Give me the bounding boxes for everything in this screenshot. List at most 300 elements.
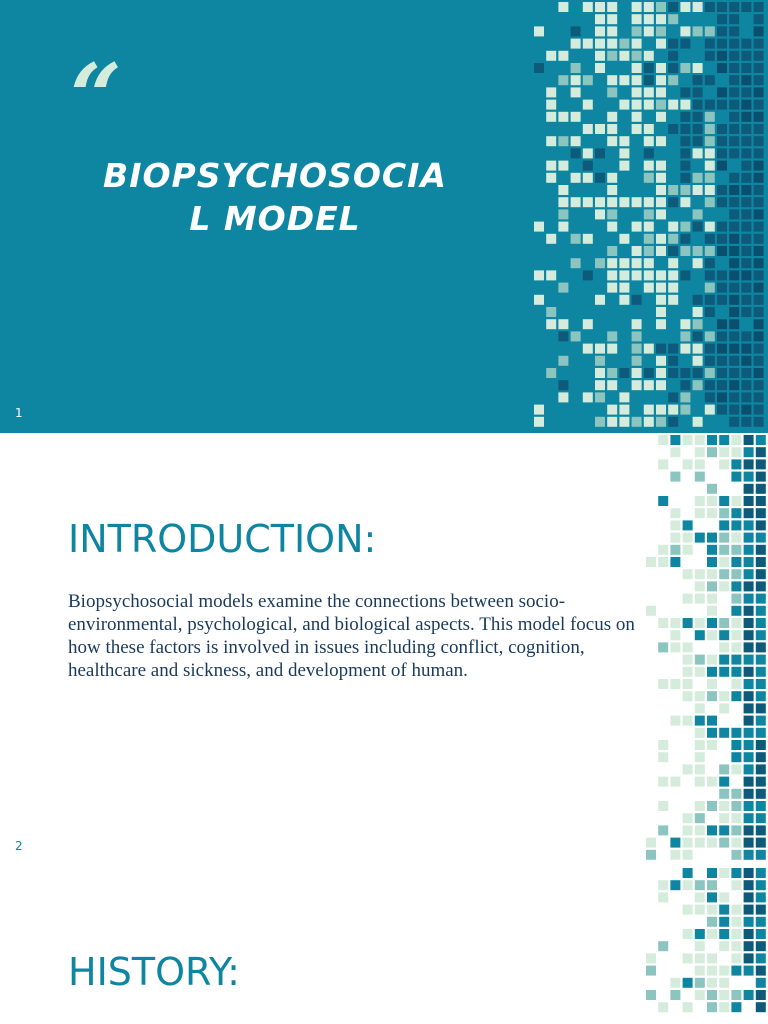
- mosaic-tile: [731, 630, 741, 640]
- mosaic-tile: [731, 679, 741, 689]
- mosaic-tile: [741, 87, 751, 97]
- mosaic-tile: [744, 557, 754, 567]
- mosaic-tile: [707, 777, 717, 787]
- mosaic-tile: [754, 124, 764, 134]
- mosaic-tile: [707, 533, 717, 543]
- mosaic-tile: [632, 295, 642, 305]
- mosaic-tile: [668, 185, 678, 195]
- mosaic-tile: [683, 691, 693, 701]
- mosaic-tile: [719, 655, 729, 665]
- mosaic-tile: [668, 283, 678, 293]
- mosaic-tile: [731, 917, 741, 927]
- mosaic-tile: [717, 246, 727, 256]
- mosaic-tile: [646, 557, 656, 567]
- mosaic-tile: [644, 14, 654, 24]
- mosaic-tile: [534, 63, 544, 73]
- mosaic-tile: [632, 2, 642, 12]
- mosaic-tile: [731, 496, 741, 506]
- mosaic-tile: [619, 136, 629, 146]
- mosaic-tile: [632, 197, 642, 207]
- mosaic-tile: [717, 270, 727, 280]
- mosaic-tile: [719, 520, 729, 530]
- mosaic-tile: [670, 545, 680, 555]
- mosaic-tile: [646, 966, 656, 976]
- mosaic-tile: [707, 868, 717, 878]
- mosaic-tile: [729, 51, 739, 61]
- mosaic-tile: [619, 100, 629, 110]
- mosaic-tile: [756, 472, 766, 482]
- mosaic-tile: [719, 459, 729, 469]
- mosaic-tile: [731, 533, 741, 543]
- mosaic-tile: [695, 594, 705, 604]
- mosaic-tile: [644, 368, 654, 378]
- mosaic-tile: [719, 929, 729, 939]
- mosaic-tile: [719, 868, 729, 878]
- mosaic-tile: [729, 173, 739, 183]
- mosaic-tile: [583, 2, 593, 12]
- mosaic-tile: [744, 777, 754, 787]
- mosaic-tile: [644, 344, 654, 354]
- mosaic-tile: [670, 533, 680, 543]
- mosaic-tile: [719, 777, 729, 787]
- mosaic-tile: [741, 234, 751, 244]
- mosaic-tile: [756, 484, 766, 494]
- mosaic-tile: [729, 222, 739, 232]
- mosaic-tile: [756, 740, 766, 750]
- mosaic-tile: [707, 740, 717, 750]
- mosaic-tile: [707, 929, 717, 939]
- mosaic-tile: [619, 161, 629, 171]
- mosaic-tile: [756, 868, 766, 878]
- mosaic-tile: [744, 990, 754, 1000]
- mosaic-tile: [658, 1002, 668, 1012]
- mosaic-tile: [754, 295, 764, 305]
- mosaic-tile: [744, 764, 754, 774]
- mosaic-tile: [731, 764, 741, 774]
- mosaic-tile: [680, 270, 690, 280]
- mosaic-tile: [707, 978, 717, 988]
- mosaic-tile: [546, 100, 556, 110]
- mosaic-tile: [744, 703, 754, 713]
- mosaic-tile: [717, 161, 727, 171]
- mosaic-tile: [754, 63, 764, 73]
- mosaic-tile: [707, 801, 717, 811]
- mosaic-tile: [693, 417, 703, 427]
- mosaic-tile: [632, 63, 642, 73]
- mosaic-tile: [595, 258, 605, 268]
- mosaic-tile: [683, 667, 693, 677]
- mosaic-tile: [656, 319, 666, 329]
- mosaic-tile: [756, 941, 766, 951]
- mosaic-tile: [729, 283, 739, 293]
- mosaic-tile: [719, 691, 729, 701]
- mosaic-tile: [693, 185, 703, 195]
- mosaic-tile: [756, 752, 766, 762]
- mosaic-tile: [729, 368, 739, 378]
- mosaic-tile: [705, 51, 715, 61]
- mosaic-tile: [754, 26, 764, 36]
- mosaic-tile: [658, 459, 668, 469]
- mosaic-tile: [717, 124, 727, 134]
- mosaic-tile: [705, 161, 715, 171]
- mosaic-tile: [731, 813, 741, 823]
- mosaic-tile: [558, 161, 568, 171]
- mosaic-tile: [607, 258, 617, 268]
- mosaic-tile: [695, 459, 705, 469]
- mosaic-tile: [683, 533, 693, 543]
- mosaic-tile: [632, 39, 642, 49]
- mosaic-tile: [668, 234, 678, 244]
- mosaic-tile: [656, 185, 666, 195]
- mosaic-tile: [619, 405, 629, 415]
- mosaic-tile: [754, 356, 764, 366]
- mosaic-tile: [693, 356, 703, 366]
- mosaic-tile: [705, 124, 715, 134]
- mosaic-tile: [707, 508, 717, 518]
- mosaic-tile: [744, 533, 754, 543]
- mosaic-tile: [731, 520, 741, 530]
- mosaic-tile: [705, 222, 715, 232]
- mosaic-tile: [644, 173, 654, 183]
- slide-number: 1: [15, 406, 23, 420]
- mosaic-tile: [607, 417, 617, 427]
- mosaic-tile: [741, 197, 751, 207]
- mosaic-tile: [680, 173, 690, 183]
- slide-heading: HISTORY:: [68, 950, 240, 994]
- mosaic-tile: [668, 356, 678, 366]
- mosaic-tile: [705, 283, 715, 293]
- mosaic-tile: [607, 39, 617, 49]
- mosaic-tile: [754, 2, 764, 12]
- mosaic-tile: [607, 209, 617, 219]
- mosaic-tile: [729, 417, 739, 427]
- mosaic-tile: [693, 2, 703, 12]
- mosaic-tile: [656, 2, 666, 12]
- mosaic-tile: [744, 508, 754, 518]
- mosaic-tile: [729, 209, 739, 219]
- mosaic-tile: [731, 850, 741, 860]
- mosaic-tile: [731, 569, 741, 579]
- mosaic-tile: [558, 319, 568, 329]
- mosaic-tile: [668, 246, 678, 256]
- mosaic-tile: [595, 380, 605, 390]
- mosaic-tile: [756, 825, 766, 835]
- mosaic-tile: [680, 246, 690, 256]
- mosaic-tile: [707, 569, 717, 579]
- mosaic-tile: [705, 75, 715, 85]
- mosaic-tile: [754, 331, 764, 341]
- mosaic-tile: [656, 26, 666, 36]
- mosaic-tile: [744, 472, 754, 482]
- mosaic-tile: [644, 283, 654, 293]
- mosaic-tile: [741, 307, 751, 317]
- mosaic-tile: [595, 39, 605, 49]
- mosaic-tile: [680, 380, 690, 390]
- mosaic-tile: [717, 222, 727, 232]
- mosaic-tile: [546, 112, 556, 122]
- mosaic-tile: [744, 655, 754, 665]
- mosaic-tile: [658, 545, 668, 555]
- mosaic-tile: [705, 368, 715, 378]
- mosaic-tile: [744, 581, 754, 591]
- mosaic-tile: [680, 124, 690, 134]
- mosaic-tile: [693, 87, 703, 97]
- mosaic-tile: [719, 801, 729, 811]
- mosaic-tile: [546, 51, 556, 61]
- mosaic-tile: [731, 868, 741, 878]
- mosaic-tile: [558, 2, 568, 12]
- mosaic-tile: [571, 26, 581, 36]
- mosaic-tile: [693, 222, 703, 232]
- mosaic-tile: [656, 112, 666, 122]
- mosaic-tile: [670, 618, 680, 628]
- mosaic-tile: [729, 307, 739, 317]
- mosaic-tile: [707, 606, 717, 616]
- mosaic-tile: [668, 63, 678, 73]
- mosaic-tile: [656, 14, 666, 24]
- mosaic-tile: [705, 136, 715, 146]
- mosaic-tile: [731, 667, 741, 677]
- mosaic-tile: [607, 222, 617, 232]
- mosaic-tile: [754, 136, 764, 146]
- mosaic-tile: [731, 691, 741, 701]
- mosaic-tile: [683, 459, 693, 469]
- mosaic-tile: [683, 545, 693, 555]
- mosaic-tile: [707, 953, 717, 963]
- mosaic-tile: [670, 508, 680, 518]
- mosaic-tile: [707, 630, 717, 640]
- mosaic-tile: [731, 557, 741, 567]
- mosaic-tile: [658, 801, 668, 811]
- mosaic-tile: [744, 728, 754, 738]
- mosaic-tile: [583, 75, 593, 85]
- mosaic-tile: [756, 716, 766, 726]
- mosaic-tile: [741, 295, 751, 305]
- mosaic-tile: [719, 447, 729, 457]
- mosaic-tile: [683, 825, 693, 835]
- mosaic-tile: [744, 545, 754, 555]
- mosaic-tile: [546, 173, 556, 183]
- mosaic-tile: [680, 222, 690, 232]
- mosaic-tile: [695, 978, 705, 988]
- mosaic-tile: [558, 380, 568, 390]
- mosaic-tile: [693, 307, 703, 317]
- mosaic-tile: [744, 679, 754, 689]
- mosaic-tile: [693, 295, 703, 305]
- mosaic-tile: [741, 148, 751, 158]
- mosaic-tile: [705, 39, 715, 49]
- mosaic-tile: [656, 405, 666, 415]
- mosaic-tile: [595, 344, 605, 354]
- mosaic-tile: [717, 380, 727, 390]
- mosaic-tile: [668, 124, 678, 134]
- mosaic-tile: [707, 557, 717, 567]
- mosaic-tile: [741, 270, 751, 280]
- mosaic-tile: [683, 978, 693, 988]
- mosaic-tile: [583, 124, 593, 134]
- mosaic-tile: [644, 148, 654, 158]
- mosaic-tile: [632, 14, 642, 24]
- mosaic-tile: [717, 197, 727, 207]
- mosaic-tile: [656, 295, 666, 305]
- mosaic-tile: [595, 295, 605, 305]
- mosaic-tile: [707, 880, 717, 890]
- mosaic-tile: [717, 51, 727, 61]
- mosaic-tile: [668, 75, 678, 85]
- mosaic-tile: [546, 319, 556, 329]
- mosaic-tile: [646, 990, 656, 1000]
- mosaic-tile: [731, 880, 741, 890]
- mosaic-tile: [707, 728, 717, 738]
- mosaic-tile: [754, 222, 764, 232]
- mosaic-tile: [656, 173, 666, 183]
- pixel-mosaic-decoration: [0, 866, 768, 1024]
- mosaic-tile: [741, 283, 751, 293]
- mosaic-tile: [546, 270, 556, 280]
- mosaic-tile: [729, 380, 739, 390]
- mosaic-tile: [717, 2, 727, 12]
- mosaic-tile: [741, 2, 751, 12]
- mosaic-tile: [683, 813, 693, 823]
- mosaic-tile: [695, 764, 705, 774]
- mosaic-tile: [607, 51, 617, 61]
- mosaic-tile: [744, 941, 754, 951]
- mosaic-tile: [741, 417, 751, 427]
- mosaic-tile: [670, 472, 680, 482]
- mosaic-tile: [558, 51, 568, 61]
- mosaic-tile: [744, 496, 754, 506]
- mosaic-tile: [668, 100, 678, 110]
- mosaic-tile: [607, 246, 617, 256]
- mosaic-tile: [719, 618, 729, 628]
- mosaic-tile: [695, 472, 705, 482]
- mosaic-tile: [644, 75, 654, 85]
- mosaic-tile: [756, 838, 766, 848]
- mosaic-tile: [705, 234, 715, 244]
- mosaic-tile: [693, 209, 703, 219]
- mosaic-tile: [644, 26, 654, 36]
- mosaic-tile: [756, 880, 766, 890]
- mosaic-tile: [546, 87, 556, 97]
- mosaic-tile: [695, 941, 705, 951]
- mosaic-tile: [741, 356, 751, 366]
- mosaic-tile: [658, 941, 668, 951]
- mosaic-tile: [705, 344, 715, 354]
- mosaic-tile: [644, 246, 654, 256]
- mosaic-tile: [632, 51, 642, 61]
- mosaic-tile: [656, 39, 666, 49]
- mosaic-tile: [644, 51, 654, 61]
- mosaic-tile: [705, 270, 715, 280]
- mosaic-tile: [571, 331, 581, 341]
- mosaic-tile: [546, 136, 556, 146]
- slide-title: BIOPSYCHOSOCIAL MODEL: [103, 156, 447, 238]
- mosaic-tile: [695, 618, 705, 628]
- mosaic-tile: [754, 392, 764, 402]
- mosaic-tile: [619, 368, 629, 378]
- mosaic-tile: [695, 929, 705, 939]
- mosaic-tile: [705, 246, 715, 256]
- mosaic-tile: [656, 209, 666, 219]
- mosaic-tile: [607, 136, 617, 146]
- mosaic-tile: [705, 185, 715, 195]
- mosaic-tile: [695, 752, 705, 762]
- mosaic-tile: [658, 618, 668, 628]
- mosaic-tile: [668, 368, 678, 378]
- mosaic-tile: [756, 990, 766, 1000]
- mosaic-tile: [719, 667, 729, 677]
- mosaic-tile: [744, 447, 754, 457]
- mosaic-tile: [644, 161, 654, 171]
- mosaic-tile: [619, 283, 629, 293]
- mosaic-tile: [607, 87, 617, 97]
- mosaic-tile: [756, 594, 766, 604]
- mosaic-tile: [595, 173, 605, 183]
- mosaic-tile: [729, 39, 739, 49]
- mosaic-tile: [756, 953, 766, 963]
- mosaic-tile: [719, 813, 729, 823]
- mosaic-tile: [595, 368, 605, 378]
- mosaic-tile: [546, 368, 556, 378]
- mosaic-tile: [744, 752, 754, 762]
- mosaic-tile: [680, 344, 690, 354]
- mosaic-tile: [754, 75, 764, 85]
- mosaic-tile: [754, 380, 764, 390]
- mosaic-tile: [744, 917, 754, 927]
- mosaic-tile: [731, 752, 741, 762]
- mosaic-tile: [571, 63, 581, 73]
- mosaic-tile: [705, 405, 715, 415]
- mosaic-tile: [719, 557, 729, 567]
- mosaic-tile: [729, 87, 739, 97]
- mosaic-tile: [741, 100, 751, 110]
- mosaic-tile: [756, 892, 766, 902]
- mosaic-tile: [741, 161, 751, 171]
- mosaic-tile: [668, 405, 678, 415]
- mosaic-tile: [719, 728, 729, 738]
- mosaic-tile: [668, 344, 678, 354]
- mosaic-tile: [619, 270, 629, 280]
- history-slide: [0, 866, 768, 1024]
- mosaic-tile: [717, 405, 727, 415]
- mosaic-tile: [695, 966, 705, 976]
- mosaic-tile: [656, 75, 666, 85]
- mosaic-tile: [693, 173, 703, 183]
- mosaic-tile: [744, 892, 754, 902]
- mosaic-tile: [719, 630, 729, 640]
- mosaic-tile: [729, 100, 739, 110]
- mosaic-tile: [719, 789, 729, 799]
- mosaic-tile: [756, 978, 766, 988]
- mosaic-tile: [668, 39, 678, 49]
- mosaic-tile: [707, 447, 717, 457]
- mosaic-tile: [644, 124, 654, 134]
- mosaic-tile: [707, 990, 717, 1000]
- mosaic-tile: [534, 222, 544, 232]
- mosaic-tile: [744, 569, 754, 579]
- mosaic-tile: [558, 209, 568, 219]
- mosaic-tile: [754, 14, 764, 24]
- mosaic-tile: [619, 258, 629, 268]
- mosaic-tile: [644, 380, 654, 390]
- mosaic-tile: [607, 405, 617, 415]
- mosaic-tile: [632, 380, 642, 390]
- mosaic-tile: [695, 880, 705, 890]
- mosaic-tile: [744, 594, 754, 604]
- mosaic-tile: [756, 459, 766, 469]
- mosaic-tile: [754, 417, 764, 427]
- mosaic-tile: [744, 966, 754, 976]
